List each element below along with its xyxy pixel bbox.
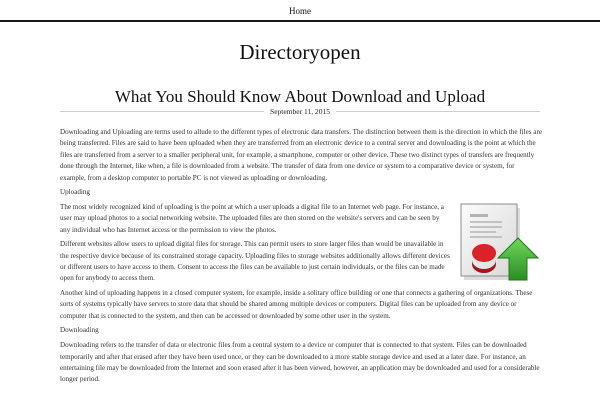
document-upload-icon [458, 200, 542, 290]
downloading-heading: Downloading [60, 326, 99, 335]
post-date-text[interactable]: September 11, 2015 [264, 107, 336, 116]
uploading-paragraph-1: The most widely recognized kind of uploading is the point at which a user uploads a digital file to an Internet web page. For instance, a user may upload photos to a social networking website. The uploaded files are then stored on the website's servers and can be seen by any individual who has Internet access or the permission to view the photos. [60, 203, 444, 234]
post-title: What You Should Know About Download and Upload [114, 87, 486, 106]
top-navigation [0, 0, 600, 22]
intro-paragraph: Downloading and Uploading are terms used to allude to the different types of electronic data transfers. The distinction between them is the direction in which the files are being transferred. Files are said to have been uploaded when they are transferred from an electronic device to a central server and downloading is the point at which the files are transferred from a server to a smaller peripheral unit, for example, a smartphone, computer or other device. These two distinct types of transfers are frequently done through the Internet, like when, a file is downloaded from a website. The transfer of data from one device or system to a comparative device or system, for example, from a desktop computer to portable PC is not viewed as uploading or downloading. [60, 128, 542, 182]
uploading-heading: Uploading [60, 188, 90, 197]
downloading-paragraph-1: Downloading refers to the transfer of data or electronic files from a central system to a device or computer that is connected to that system. Files can be downloaded temporarily and after that erased after they have been used once, or they can be downloaded to a more stable storage device and used at a later date. For instance, an entertaining file may be downloaded from the Internet and soon erased after it has been viewed, however, an application may be downloaded and used for a considerable longer period. [60, 341, 540, 384]
uploading-paragraph-3: Another kind of uploading happens in a closed computer system, for example, inside a solitary office building or one that connects a gathering of organizations. These sorts of systems typically have servers to store data that should be shared among multiple devices or computers. Digital files can be uploaded from any device or computer that is connected to the system, and then can be accessed or downloaded by some other user in the system. [60, 288, 533, 320]
post-date [0, 108, 600, 115]
nav-home-link[interactable]: Home [289, 6, 311, 16]
site-title[interactable]: Directoryopen [239, 40, 361, 64]
uploading-paragraph-2: Different websites allow users to upload digital files for storage. This can permit users to store larger files than would be unavailable in the respective device because of its constrained storage capacity. Uploading files to storage websites additionally allows different devices or different users to have access to them. Consent to access the files can be available to just certain individuals, or the files can be made open for anybody to access them. [60, 240, 450, 283]
